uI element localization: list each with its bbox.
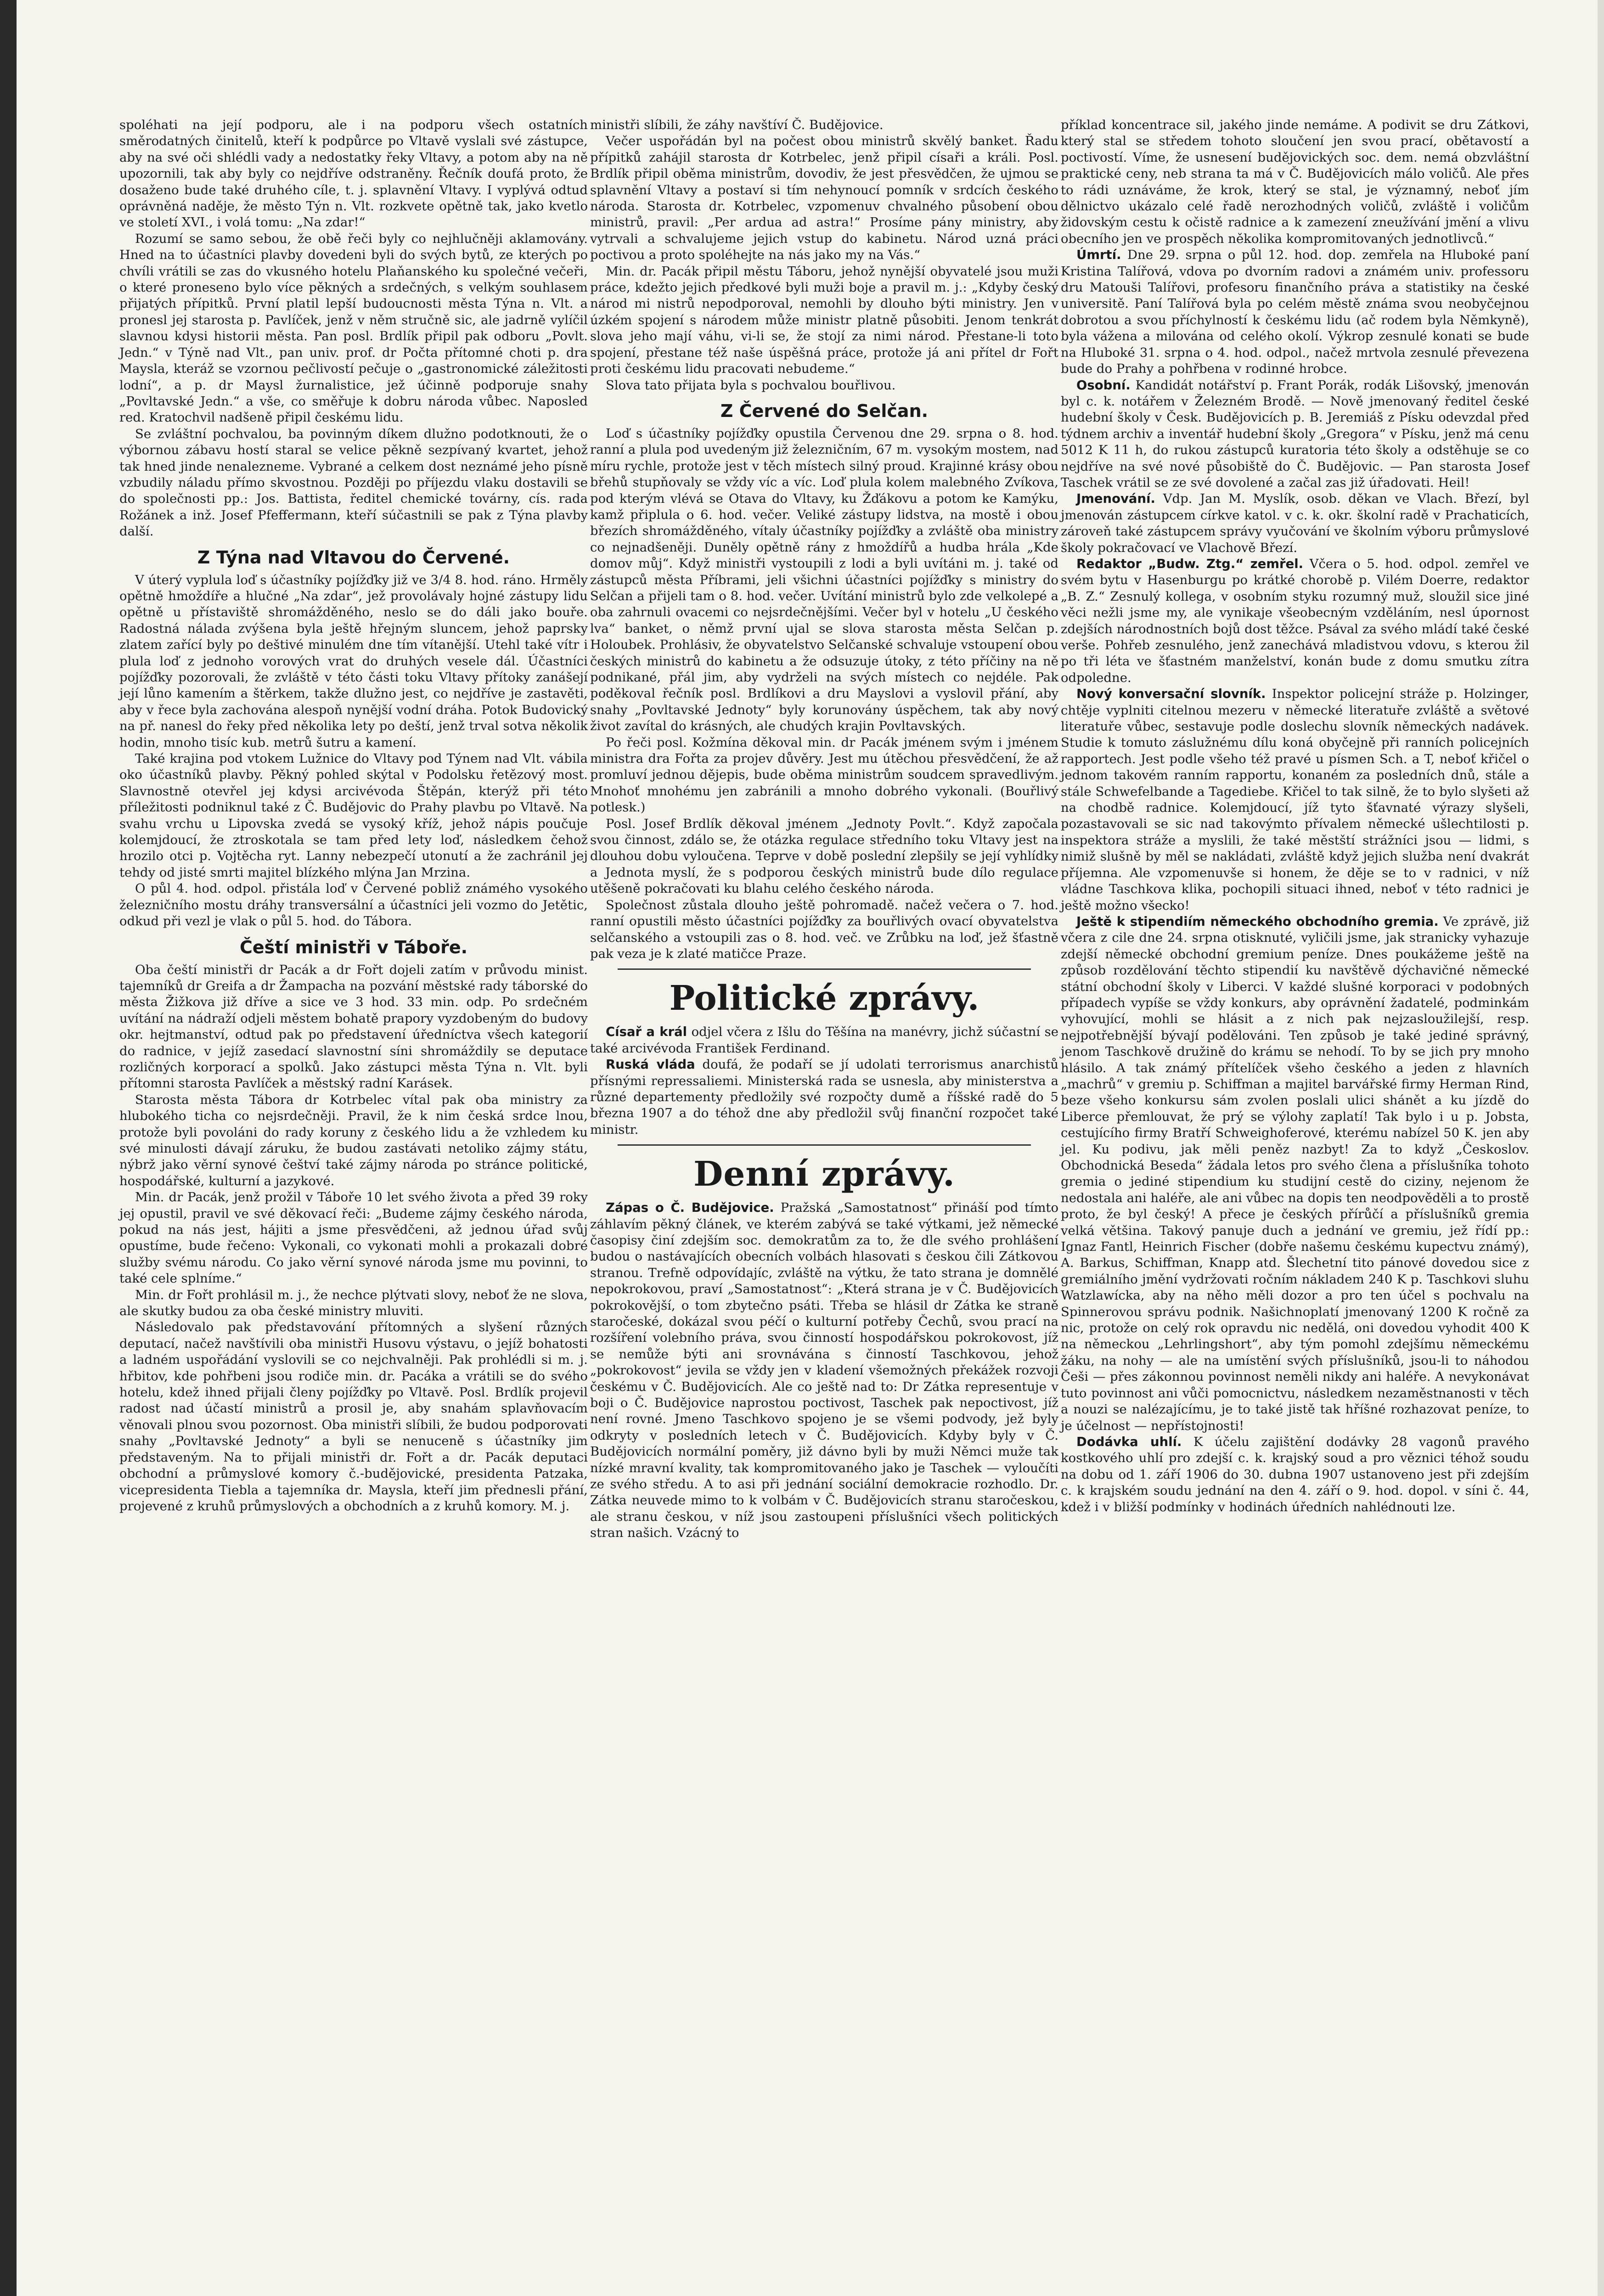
paragraph: ministři slíbili, že záhy navštíví Č. Budějovice.: [590, 118, 884, 132]
paragraph: příklad koncentrace sil, jakého jinde nemáme. A podivit se dru Zátkovi, který stal se středem tohoto sloučení jen svou prací, obětavostí a poctivostí. Víme, že usnesení budějovických soc. dem. nemá obzvláštní praktické ceny, neb strana ta má v Č. Budějovicích málo voličů. Ale přes to rádi uznáváme, že krok, který se stal, je významný, neboť jím dělnictvo ukázalo celé řadě nerozhodných voličů, zvláště i voličům židovským cestu k očistě radnice a k zamezení zneužívání jmění a vlivu obecního jen ve prospěch několika kompromitovaných jednotlivců.“: [1061, 118, 1529, 246]
paragraph: [590, 1057, 1058, 1138]
paragraph-lead: Redaktor „Budw. Ztg.“ zemřel.: [1076, 556, 1304, 571]
page-edge-left: [0, 0, 17, 2296]
paragraph: spoléhati na její podporu, ale i na podporu všech ostatních směrodatných činitelů, kteří k podpůrce po Vltavě vyslali své zástupce, aby na své oči shlédli vady a nedostatky řeky Vltavy, a potom aby na ně upozornili, tak aby byly co nejdříve odstraněny. Řečník doufá proto, že dosaženo bude také druhého cíle, t. j. splavnění Vltavy. I vyplývá odtud oprávněná naděje, že město Týn n. Vlt. rozkvete opětně tak, jako kvetlo ve století XVI., i volá tomu: „Na zdar!“: [119, 118, 588, 230]
rubric-heading: Politické zprávy.: [669, 979, 979, 1019]
paragraph: Také krajina pod vtokem Lužnice do Vltavy pod Týnem nad Vlt. vábila oko účastníků plavby. Pěkný pohled skýtal v Podolsku řetězový most. Slavnostně otevřel jej kdysi arcivévoda Štěpán, kterýž při této příležitosti podniknul také z Č. Budějovic do Prahy plavbu po Vltavě. Na svahu vrchu u Lipovska zvedá se vysoký kříž, jehož nápis poučuje kolemjdoucí, že ztroskotala se tam před lety loď, následkem čehož hrozilo otci p. Vojtěcha ryt. Lanny nebezpečí utonutí a že zachránil jej tehdy od jisté smrti majitel blízkého mlýna Jan Mrzina.: [119, 751, 588, 880]
paragraph: [1061, 914, 1529, 1434]
paragraph: V úterý vyplula loď s účastníky pojížďky již ve 3/4 8. hod. ráno. Hrměly opětně hmoždíře a hlučné „Na zdar“, jež provolávaly hojné zástupy lidu opětně u přístaviště shromážděného, neslo se do dáli jako bouře. Radostná nálada zvýšena byla ještě hřejným sluncem, jehož paprsky zlatem zařící byly po deštivé minulém dne tím vítanější. Utehl také vítr i plula loď z jednoho vorových vrat do druhých vesele dál. Účastníci pojížďky pozorovali, že zvláště v této části toku Vltavy přítoky zanášejí její lůno kamením a štěrkem, takže dlužno jest, co nejdříve je zastavěti, aby v řece byla zachována alespoň nynější vodní dráha. Potok Budovický na př. nanesl do řeky před několika lety po deští, jenž trval sotva několik hodin, mnoho tisíc kub. metrů šutru a kamení.: [119, 572, 588, 750]
paragraph: Po řeči posl. Kožmína děkoval min. dr Pacák jménem svým i jménem ministra dra Fořta za projev důvěry. Jest mu útěchou přesvědčení, že až promluví jednou dějepis, bude oběma ministrům soudcem spravedlivým. Mnohoť mnohému jen zabránili a mnoho dobrého vykonali. (Bouřlivý potlesk.): [590, 735, 1058, 815]
column-3: [1061, 117, 1529, 1515]
paragraph-lead: Ruská vláda: [606, 1057, 695, 1072]
column-1: [119, 117, 588, 1514]
divider: [618, 1144, 1031, 1146]
paragraph: Min. dr Pacák, jenž prožil v Táboře 10 let svého života a před 39 roky jej opustil, pravil ve své děkovací řeči: „Budeme zájmy českého národa, pokud na nás jest, hájiti a jsme přesvědčeni, až jednou úřad svůj opustíme, bude řečeno: Vykonali, co vykonati mohli a prokazali dobré služby svému národu. Co jako věrní synové národa jsme mu povinni, to také cele splníme.“: [119, 1190, 588, 1286]
paragraph: Starosta města Tábora dr Kotrbelec vítal pak oba ministry za hlubokého ticha co nejsrdečněji. Pravil, že k nim česká srdce lnou, protože byli povoláni do rady koruny z českého lidu a že vzhledem ku své minulosti dávají záruku, že budou zastávati netoliko zájmy státu, nýbrž jako věrní synové češtví také zájmy národa po stránce politické, hospodářské, kulturní a jazykové.: [119, 1092, 588, 1188]
paragraph-text: odjel včera z Išlu do Těšína na manévry, jichž súčastní se také arcivévoda František Ferdinand.: [590, 1024, 1059, 1056]
paragraph-lead: Zápas o Č. Budějovice.: [606, 1200, 774, 1216]
paragraph: Společnost zůstala dlouho ještě pohromadě. načež večera o 7. hod. ranní opustili město účastníci pojížďky za bouřlivých ovací obyvatelstva selčanského a vstoupili zas o 8. hod. več. ve Zrůbku na loď, jež šťastně pak veza je k zlaté matičce Praze.: [590, 897, 1058, 961]
paragraph-lead: Osobní.: [1076, 377, 1131, 393]
paragraph-lead: Jmenování.: [1076, 491, 1155, 506]
paragraph-text: Včera o 5. hod. odpol. zemřel ve svém bytu v Hasenburgu po krátké chorobě p. Vilém Doerre, redaktor „B. Z.“ Zesnulý kollega, v osobním styku rozumný muž, sloužil sice jiné věci nežli jsme my, ale vynikaje všeobecným vzděláním, nesl úpornost zdejších národnostních bojů dost těžce. Psával za svého mládí také české verše. Pohřeb zesnulého, jenž zanechává mladistvou vdovu, s kterou žil po tři léta ve šťastném manželství, konán bude z domu smutku zítra odpoledne.: [1061, 556, 1529, 685]
section-heading: Čeští ministři v Táboře.: [239, 937, 468, 957]
page-edge-right: [1598, 0, 1604, 2296]
paragraph-text: Vdp. Jan M. Myslík, osob. děkan ve Vlach. Březí, byl jmenován zástupcem církve katol. v c. k. okr. školní radě v Prachaticích, zároveň také zástupcem správy vyučování ve školním výboru průmyslové školy pokračovací ve Vlachově Březí.: [1061, 491, 1529, 555]
paragraph-lead: Úmrtí.: [1076, 248, 1121, 263]
paragraph: [1061, 491, 1529, 556]
paragraph-text: Dne 29. srpna o půl 12. hod. dop. zemřela na Hluboké paní Kristina Talířová, vdova po dvorním radovi a známém univ. professoru dru Matouši Talířovi, profesoru finančního práva a statistiky na české universitě. Paní Talířová byla po celém městě známa svou neobyčejnou dobrotou a svou příchylností k českému lidu (ač rodem byla Němkyně), byla vážena a milována od celého okolí. Výkrop zesnulé konati se bude na Hluboké 31. srpna o 4. hod. odpol., načež mrtvola zesnulé převezena bude do Prahy a pohřbena v rodinné hrobce.: [1061, 248, 1529, 377]
paragraph-text: K účelu zajištění dodávky 28 vagonů pravého kostkového uhlí pro zdejší c. k. krajský soud a pro věznici téhož soudu na dobu od 1. září 1906 do 30. dubna 1907 ustanoveno jest při zdejším c. k krajském soudu jednání na den 4. září o 9. hod. dopol. v síni č. 44, kdež i v bližší podmínky v hodinách úředních nahlédnouti lze.: [1061, 1434, 1530, 1514]
paragraph-lead: Ještě k stipendiím německého obchodního gremia.: [1076, 914, 1439, 929]
paragraph: Večer uspořádán byl na počest obou ministrů skvělý banket. Řadu přípitků zahájil starosta dr Kotrbelec, jenž připil císaři a králi. Posl. Brdlík připil oběma ministrům, dovodiv, že jest přesvědčen, že ujmou se splavnění Vltavy a postaví si tím nehynoucí pomník v srdcích českého národa. Starosta dr. Kotrbelec, vzpomenuv chvalného působení obou ministrů, pravil: „Per ardua ad astra!“ Prosíme pány ministry, aby vytrvali a schvalujeme jejich vstup do kabinetu. Národ uzná práci poctivou a proto spoléhejte na nás jako my na Vás.“: [590, 134, 1058, 263]
column-2: [590, 117, 1058, 1542]
rubric-heading: Denní zprávy.: [693, 1154, 955, 1194]
paragraph: [1061, 247, 1529, 377]
paragraph: Následovalo pak představování přítomných a slyšení různých deputací, načež navštívili oba ministři Husovu výstavu, o jejíž bohatosti a ladném uspořádání vyslovili se co nejchvalněji. Pak prohlédli si m. j. hřbitov, kde pohřbeni jsou rodiče min. dr. Pacáka a vrátili se do svého hotelu, kdež ihned přijali členy pojížďky po Vltavě. Posl. Brdlík projevil radost nad účastí ministrů a prosil je, aby snahám splavňovacím věnovali plnou svou pozornost. Oba ministři slíbili, že budou podporovati snahy „Povltavské Jednoty“ a byli se nenuceně s účastníky jim představeným. Na to přijali ministři dr. Fořt a dr. Pacák deputaci obchodní a průmyslové komory č.-budějovické, presidenta Patzaka, vicepresidenta Tiebla a tajemníka dr. Maysla, kteří jim přednesli přání, projevené z kruhů průmyslových a obchodních a z kruhů komory. M. j.: [119, 1320, 588, 1514]
paragraph: [1061, 377, 1529, 491]
paragraph-text: Inspektor policejní stráže p. Holzinger, chtěje vyplniti citelnou mezeru v německé literatuře zvláště a světové literatuře vůbec, sestavuje podle doslechu slovník německých nadávek. Studie k tomuto záslužnému dílu koná obyčejně při ranních policejních rapportech. Jest podle všeho též pravé u písmen Sch. a T, neboť křičel o jednom takovém ranním rapportu, konaném za posledních dnů, stále a stále Schwefelbande a Tagediebe. Křičel to tak silně, že to bylo slyšeti až na chodbě radnice. Kolemjdoucí, jíž tyto šťavnaté výrazy slyšeli, pozastavovali se sic nad takovýmto přívalem německé ušlechtilosti p. inspektora stráže a myslili, že také městští strážníci jsou — lidmi, s nimiž slušně by měl se nakládati, zvláště když jejich služba není dvakrát příjemna. Ale vzpomenuvše si honem, že děje se to v radnici, v níž vládne Taschkova klika, pochopili situaci ihned, neboť v této radnici je ještě možno všecko!: [1061, 687, 1529, 913]
paragraph-lead: Císař a král: [606, 1024, 687, 1040]
paragraph: Rozumí se samo sebou, že obě řeči byly co nejhlučněji aklamovány. Hned na to účastníci plavby dovedeni byli do svých bytů, ze kterých po chvíli vrátili se zas do vkusného hotelu Plaňanského ku společné večeři, o které proneseno bylo více pěkných a srdečných, s velkým souhlasem přijatých přípitků. První platil lepší budoucnosti města Týna n. Vlt. a pronesl jej starosta p. Pavlíček, jenž v něm stručně sic, ale jadrně vylíčil slavnou kdysi historii města. Pan posl. Brdlík připil pak odboru „Povlt. Jedn.“ v Týně nad Vlt., pan univ. prof. dr Počta přítomné choti p. dra Maysla, kteráž se vzornou pečlivostí pečuje o „gastronomické záležitosti lodní“, a p. dr Maysl žurnalistice, jež účinně podporuje snahy „Povltavské Jedn.“ a vše, co směřuje k dobru národa vůbec. Naposled red. Kratochvil nadšeně připil českému lidu.: [119, 231, 588, 425]
paragraph: Posl. Josef Brdlík děkoval jménem „Jednoty Povlt.“. Když započala svou činnost, zdálo se, že otázka regulace středního toku Vltavy jest na dlouhou dobu vyloučena. Teprve v době poslední zlepšily se její vyhlídky a Jednota myslí, že s podporou českých ministrů bude dílo regulace utěšeně pokračovati ku blahu celého českého národa.: [590, 816, 1058, 896]
paragraph: Oba čeští ministři dr Pacák a dr Fořt dojeli zatím v průvodu minist. tajemníků dr Greifa a dr Žampacha na pozvání městské rady táborské do města Žižkova již dříve a sice ve 3 hod. 33 min. odp. Po srdečném uvítání na nádraží odjeli městem bohatě prapory vyzdobeným do budovy okr. hejtmanství, odtud pak po představení úředníctva všech kategorií do radnice, v jejíž zasedací slavnostní síni shromáždily se deputace rozličných korporací a spolků. Jako zástupci města Týna n. Vlt. byli přítomni starosta Pavlíček a městský radní Karásek.: [119, 962, 588, 1091]
paragraph-text: Kandidát notářství p. Frant Porák, rodák Lišovský, jmenován byl c. k. notářem v Železném Brodě. — Nově jmenovaný ředitel české hudební školy v Česk. Budějovicích p. B. Jeremiáš z Písku odevzdal před týdnem archiv a inventář hudební školy „Gregora“ v Písku, jenž má cenu 5012 K 11 h, do rukou zástupců kuratoria této školy a odstěhuje se co nejdříve na své nové působiště do Č. Budějovic. — Pan starosta Josef Taschek vrátil se ze své dovolené a začal zas již úřadovati. Heil!: [1061, 377, 1529, 490]
paragraph: Slova tato přijata byla s pochvalou bouřlivou.: [606, 377, 896, 393]
paragraph: [1061, 556, 1529, 686]
paragraph: [1061, 1434, 1529, 1515]
paragraph: O půl 4. hod. odpol. přistála loď v Červené pobliž známého vysokého železničního mostu dráhy transversální a účastníci jeli vozmo do Jetětic, odkud při vezl je vlak o půl 5. hod. do Tábora.: [119, 881, 588, 929]
section-heading: Z Týna nad Vltavou do Červené.: [197, 547, 510, 568]
paragraph: [590, 1200, 1058, 1542]
paragraph: [1061, 686, 1529, 914]
paragraph-text: Pražská „Samostatnost“ přináší pod tímto záhlavím pěkný článek, ve kterém zabývá se také výtkami, jež německé časopisy činí zdejším soc. demokratům za to, že dle svého prohlášení budou o nastávajících obecních volbách hlasovati s českou čili Zátkovou stranou. Trefně odpovídajíc, zvláště na výtku, že tato strana je domnělé nepokrokovou, praví „Samostatnost“: „Která strana je v Č. Budějovicích pokrokovější, o tom zbytečno psáti. Třeba se hlásil dr Zátka ke straně staročeské, dokázal svou péčí o kulturní potřeby Čechů, svou prací na rozšíření volebního práva, svou činností hospodářskou pokrokovost, jíž se nemůže býti ani srovnávána s činností Taschkovou, jehož „pokrokovost“ jevila se vždy jen v kladení všemožných překážek rozvoji českému v Č. Budějovicích. Ale co ještě nad to: Dr Zátka representuje v boji o Č. Budějovice naprostou poctivost, Taschek pak nepoctivost, jíž není rovné. Jmeno Taschkovo spojeno je se všemi podvody, jež byly odkryty v posledních letech v Č. Budějovicích. Kdyby byly v Č. Budějovicích normální poměry, již dávno byli by muži Němci muže tak nízké mravní kvality, tak kompromitovaného jako je Taschek — vyloučíti ze svého středu. A to asi při jednání sociální demokracie rozhodlo. Dr. Zátka neuvede mimo to k volbám v Č. Budějovicích stranu staročeskou, ale stranu českou, v níž jsou zastoupeni příslušníci všech politických stran našich. Vzácný to: [590, 1200, 1059, 1541]
paragraph-lead: Nový konversační slovník.: [1076, 687, 1266, 702]
paragraph-text: Ve zprávě, již včera z cile dne 24. srpna otisknuté, vyličili jsme, jak stranicky vyhazuje zdejší německé obchodní gremium peníze. Dnes poukážeme ještě na způsob rozdělování těchto stipendií ku navštěvě dýchavičné německé státní obchodní školy v Liberci. V každé slušné korporaci v podobných případech vypíše se vždy konkurs, aby oprávnění žadatelé, podminkám vyhovující, mohli se hlásit a z nich pak nejzasloužilejší, resp. nejpotřebnější bývají podělováni. Ten způsob je také jediné správný, jenom Taschkově družině do krámu se nehodí. To by se jich pry mnoho hlásilo. A tak známý přítelíček všeho českého a jeden z hlavních „machrů“ v gremiu p. Schiffman a majitel barvářské firmy Herman Rind, beze všeho konkursu sám zvolen poslali ulici shánět a ku jízdě do Liberce přemlouvat, že prý se výlohy zaplatí! Tak bylo i u p. Jobsta, cestujícího firmy Bratří Schweighoferové, kterému nabízel 50 K. jen aby jel. Ku podivu, jak měli peněz nazbyt! Za to když „Českoslov. Obchodnická Beseda“ žádala letos pro svého člena a příslušníka tohoto gremia o jediné stipendium ku studijní cestě do ciziny, nejenom že nedostala ani haléře, ale ani vůbec na dopis ten neodpověděli a to prostě proto, že byl český! A přece je českých přírůčí a příslušníků gremia velká většina. Takový panuje duch a jednání ve gremiu, jež řídí pp.: Ignaz Fantl, Heinrich Fischer (dobře našemu českému kupectvu známý), A. Barkus, Schiffman, Knapp atd. Šlechetní tito pánové dovedou sice z gremiálního jmění vydržovati ročním nákladem 240 K p. Taschkovi sluhu Watzlawícka, aby na něho měli dozor a pro ten účel s pochvalu na Spinnerovou správu podnik. Našichnoplatí jmenovaný 1200 K ročně za nic, protože on celý rok opravdu nic nedělá, oni dovedou vyhodit 400 K na německou „Lehrlingshort“, aby tým pomohl zdejšímu německému žáku, na nohy — ale na umístění svých příslušníků, jsou-li to náhodou Češi — přes zákonnou povinnost neměli nikdy ani haléře. A nevykonávat tuto povinnost ani vůči pomocnictvu, následkem nezaměstnanosti v těch a nouzi se nalézajícímu, je to také jistě tak hříšné rozhazovat peníze, to je účelnost — nepřístojnosti!: [1061, 914, 1529, 1433]
paragraph-lead: Dodávka uhlí.: [1076, 1434, 1182, 1449]
paragraph: Min. dr. Pacák připil městu Táboru, jehož nynější obyvatelé jsou muži práce, kdežto jejich předkové byli muži boje a pravil m. j.: „Kdyby český národ mi nistrů nepodporoval, nemohli by dlouho býti ministry. Jen v úzkém spojení s národem může ministr platně působiti. Jenom tenkrát slova jeho mají váhu, vi-li se, že stojí za nimi národ. Přestane-li toto spojení, přestane též naše úspěšná práce, protože já ani přítel dr Fořt proti českému lidu pracovati nebudeme.“: [590, 264, 1058, 377]
paragraph-text: doufá, že podaří se jí udolati terrorismus anarchistů přísnými repressaliemi. Ministerská rada se usnesla, aby ministerstva a různé departementy předložily své rozpočty dumě a říšské radě do 5 března 1907 a do téhož dne aby předložil svůj finanční rozpočet také ministr.: [590, 1057, 1058, 1137]
paragraph: Loď s účastníky pojížďky opustila Červenou dne 29. srpna o 8. hod. ranní a plula pod uvedeným již železničním, 67 m. vysokým mostem, nad míru rychle, protože jest v těch místech silný proud. Krajinné krásy obou břehů stupňovaly se vždy víc a víc. Loď plula kolem malebného Zvíkova, pod kterým vlévá se Otava do Vltavy, ku Žďákovu a potom ke Kamýku, kamž připlula o 6. hod. večer. Veliké zástupy lidstva, na mostě i obou březích shromážděného, vítaly účastníky pojížďky a zvláště oba ministry co nejnadšeněji. Duněly opětně rány z hmoždířů a hudba hrála „Kde domov můj“. Když ministři vystoupili z lodi a byli uvítáni m. j. také od zástupců města Příbrami, jeli všichni účastníci pojížďky s ministry do Selčan a přijeli tam o 8. hod. večer. Uvítání ministrů bylo zde velkolepé a oba zahrnuli ovacemi co nejsrdečnějšími. Večer byl v hotelu „U českého lva“ banket, o němž první ujal se slova starosta města Selčan p. Holoubek. Prohlásiv, že obyvatelstvo Selčanské schvaluje vstoupení obou českých ministrů do kabinetu a že odsuzuje útoky, z této příčiny na ně podnikané, přál jim, aby vydrželi na svých místech co nejdéle. Pak poděkoval řečník posl. Brdlíkovi a dru Mayslovi a vyslovil přání, aby snahy „Povltavské Jednoty“ byly korunovány úspěchem, tak aby nový život zavítal do krásných, ale chudých krajin Povltavských.: [590, 426, 1058, 734]
divider: [618, 968, 1031, 970]
paragraph: [590, 1024, 1058, 1057]
paragraph: Min. dr Fořt prohlásil m. j., že nechce plýtvati slovy, neboť že ne slova, ale skutky budou za oba české ministry mluviti.: [119, 1287, 588, 1319]
section-heading: Z Červené do Selčan.: [720, 400, 929, 421]
paragraph: Se zvláštní pochvalou, ba povinným díkem dlužno podotknouti, že o výbornou zábavu hostí staral se velice pěkně sezpívaný kvartet, jehož tak hned jinde nenalezneme. Vybrané a celkem dost neznámé jeho písně vzbudily náladu přímo skvostnou. Později po příjezdu vlaku dostavili se do společnosti pp.: Jos. Battista, ředitel chemické továrny, cís. rada Rožánek a inž. Josef Pfeffermann, kteří súčastnili se pak z Týna plavby další.: [119, 426, 588, 539]
